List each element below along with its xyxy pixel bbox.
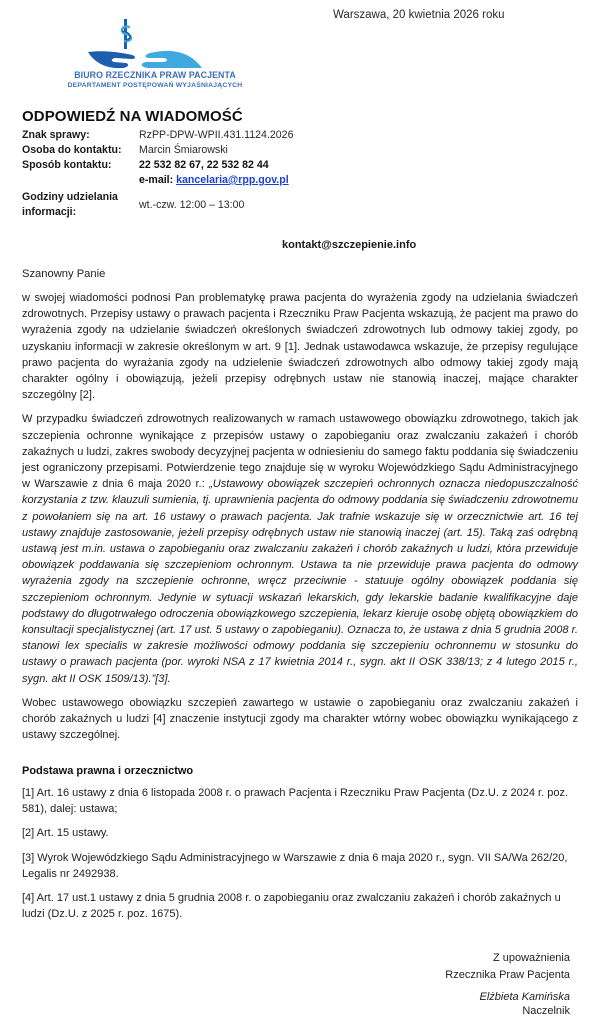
meta-label: Znak sprawy: <box>22 129 90 141</box>
signatory-role: Naczelnik <box>522 1005 570 1017</box>
meta-row-contact-method <box>22 158 422 188</box>
document-title: ODPOWIEDŹ NA WIADOMOŚĆ <box>22 108 243 125</box>
signature-authorization: Z upoważnienia <box>492 952 570 964</box>
meta-row-contact-person <box>22 143 422 158</box>
contact-phones: 22 532 82 67, 22 532 82 44 <box>139 159 269 171</box>
references-list <box>22 785 582 930</box>
paragraph-3: Wobec ustawowego obowiązku szczepień zawartego w ustawie o zapobieganiu oraz zwalczaniu zakażeń i chorób zakaźnych u ludzi [4] znaczenie instytucji zgody ma charakter wtórny wobec obowiązku wynikającego z ustawy szczególnej. <box>22 696 578 742</box>
paragraph-2 <box>22 411 578 686</box>
meta-label: Sposób kontaktu: <box>22 159 112 171</box>
reference-item: [2] Art. 15 ustawy. <box>22 827 109 840</box>
reference-item: [4] Art. 17 ust.1 ustawy z dnia 5 grudnia 2008 r. o zapobieganiu oraz zwalczaniu zakażeń i chorób zakaźnych u ludzi (Dz.U. z 2025 r. poz. 1675). <box>22 892 561 921</box>
case-metadata <box>22 128 422 220</box>
references-title: Podstawa prawna i orzecznictwo <box>22 765 194 777</box>
organization-logo <box>40 15 270 97</box>
signature-block <box>445 950 570 1018</box>
document-date: Warszawa, 20 kwietnia 2026 roku <box>333 9 505 21</box>
paragraph-1: w swojej wiadomości podnosi Pan problematykę prawa pacjenta do wyrażenia zgody na udzielania świadczeń zdrowotnych. Przepisy ustawy o prawach pacjenta i Rzeczniku Praw Pacjenta wskazują, że pacjent ma prawo do wyrażenia zgody na udzielanie świadczeń określonych świadczeń zdrowotnych lub odmowy takiej zgody, po uzyskaniu informacji w zakresie określonym w art. 9 [1]. Jednak ustawodawca wskazuje, że przepisy regulujące prawo pacjenta do wyrażania zgody na udzielenie świadczeń zdrowotnych albo odmowy takiej zgody mają charakter ogólny i obowiązują, jeżeli przepisy odrębnych ustaw nie stanowią inaczej, mające charakter szczególny [2]. <box>22 292 578 402</box>
logo-title: BIURO RZECZNIKA PRAW PACJENTA <box>74 70 236 80</box>
meta-row-case-number <box>22 128 422 143</box>
meta-label: Osoba do kontaktu: <box>22 144 122 156</box>
contact-email-link[interactable]: kancelaria@rpp.gov.pl <box>176 174 289 186</box>
email-label: e-mail: <box>139 174 177 186</box>
contact-email-line <box>139 173 289 188</box>
contact-person: Marcin Śmiarowski <box>139 144 228 156</box>
paragraph-2-text: W przypadku świadczeń zdrowotnych realizowanych w ramach ustawowego obowiązku zdrowotnego, takich jak szczepienia ochronne wynikające z przepisów ustawy o zapobieganiu oraz zwalczaniu zakażeń i chorób zakaźnych u ludzi, zakres swobody decyzyjnej pacjenta w odniesieniu do samego faktu poddania się świadczeniu jest ograniczony przepisami. Potwierdzenie tego znajduje się w wyroku Wojewódzkiego Sądu Administracyjnego w Warszawie z dnia 6 maja 2020 r.: <box>22 413 578 491</box>
logo-subtitle: DEPARTAMENT POSTĘPOWAŃ WYJAŚNIAJĄCYCH <box>67 82 243 89</box>
office-hours: wt.-czw. 12:00 – 13:00 <box>139 199 245 211</box>
signature-office: Rzecznika Praw Pacjenta <box>445 968 570 981</box>
meta-row-hours <box>22 190 422 220</box>
reference-item: [1] Art. 16 ustawy z dnia 6 listopada 2008 r. o prawach Pacjenta i Rzeczniku Praw Pacjenta (Dz.U. z 2024 r. poz. 581), dalej: ustawa; <box>22 787 569 816</box>
letter-body <box>22 290 578 751</box>
court-quote: „Ustawowy obowiązek szczepień ochronnych oznacza niedopuszczalność korzystania z tzw. klauzuli sumienia, tj. uprawnienia pacjenta do odmowy poddania się świadczeniu zdrowotnemu z powołaniem się na art. 16 ustawy o prawach pacjenta. Jak trafnie wskazuje się w orzecznictwie art. 16 tej ustawy znajduje zastosowanie, jeżeli przepisy odrębnych ustaw nie stanowią inaczej (art. 15). Taką zaś odrębną ustawą jest m.in. ustawa o zapobieganiu oraz zwalczaniu zakażeń i chorób zakaźnych u ludzi, która przewiduje obowiązek poddawania się szczepieniom ochronnym. Ustawa ta nie przewiduje prawa pacjenta do odmowy wyrażenia zgody na szczepienie ochronne, wręcz przeciwnie - statuuje ogólny obowiązek poddania się szczepieniom ochronnym. Jedynie w sytuacji wskazań lekarskich, gdy lekarskie badanie kwalifikacyjne daje podstawy do długotrwałego odroczenia obowiązkowego szczepienia, lekarz kieruje osobę objętą obowiązkiem do konsultacji specjalistycznej (art. 17 ust. 5 ustawy o zapobieganiu). Oznacza to, że ustawa z dnia 5 grudnia 2008 r. stanowi lex specialis w zakresie możliwości odmowy poddania się szczepieniu ochronnemu w stosunku do ustawy o prawach pacjenta (por. wyroki NSA z 17 kwietnia 2014 r., sygn. akt II OSK 338/13; z 4 lutego 2015 r., sygn. akt II OSK 1509/13).”[3]. <box>22 478 578 685</box>
reference-item: [3] Wyrok Wojewódzkiego Sądu Administracyjnego w Warszawie z dnia 6 maja 2020 r., sygn. VII SA/Wa 262/20, Legalis nr 2492938. <box>22 851 568 880</box>
recipient-email: kontakt@szczepienie.info <box>282 239 417 251</box>
case-number: RzPP-DPW-WPII.431.1124.2026 <box>139 129 294 141</box>
greeting: Szanowny Panie <box>22 268 106 280</box>
signatory-name: Elżbieta Kamińska <box>479 991 570 1003</box>
hands-paragraph-logo-icon <box>40 15 270 71</box>
meta-label: Godziny udzielania informacji: <box>22 191 118 218</box>
